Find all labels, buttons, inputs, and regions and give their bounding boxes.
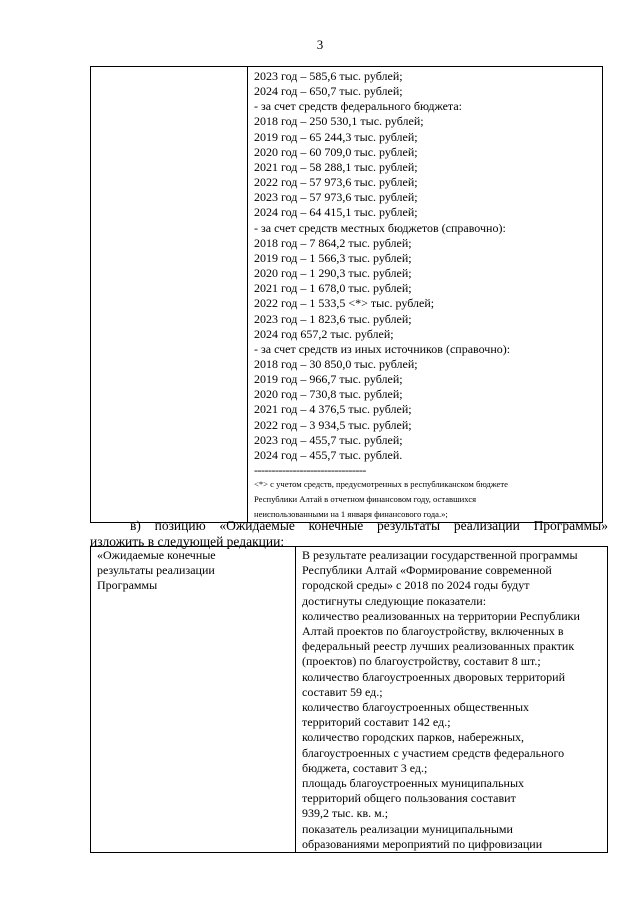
funding-line: 2023 год – 1 823,6 тыс. рублей; — [254, 311, 412, 326]
footnote-line: неиспользованными на 1 января финансового года.»; — [254, 509, 448, 520]
funding-line: 2023 год – 455,7 тыс. рублей; — [254, 432, 403, 447]
results-text-line: бюджета, составит 3 ед.; — [302, 760, 428, 775]
results-heading-line: Программы — [97, 578, 158, 593]
funding-line: 2022 год – 3 934,5 тыс. рублей; — [254, 417, 412, 432]
results-text-line: 939,2 тыс. кв. м.; — [302, 806, 389, 821]
results-text-line: Республики Алтай «Формирование современной — [302, 563, 552, 578]
funding-line: 2021 год – 58 288,1 тыс. рублей; — [254, 159, 418, 174]
funding-line: 2019 год – 966,7 тыс. рублей; — [254, 372, 403, 387]
funding-line: 2023 год – 585,6 тыс. рублей; — [254, 69, 403, 83]
results-text-line: Алтай проектов по благоустройству, включенных в — [302, 624, 564, 639]
results-table — [90, 546, 608, 853]
funding-line: 2020 год – 60 709,0 тыс. рублей; — [254, 144, 418, 159]
funding-line: - за счет средств местных бюджетов (справочно): — [254, 220, 506, 235]
funding-table-right-cell — [248, 67, 603, 523]
funding-line: 2018 год – 30 850,0 тыс. рублей; — [254, 356, 418, 371]
funding-line: - за счет средств из иных источников (справочно): — [254, 341, 511, 356]
funding-line: 2018 год – 250 530,1 тыс. рублей; — [254, 114, 424, 129]
funding-line: 2019 год – 65 244,3 тыс. рублей; — [254, 129, 418, 144]
results-text-line: (проектов) по благоустройству, составит 8 шт.; — [302, 654, 541, 669]
funding-line: - за счет средств федерального бюджета: — [254, 99, 462, 114]
footnote — [254, 477, 596, 522]
results-text-line: площадь благоустроенных муниципальных — [302, 776, 525, 791]
funding-line: 2022 год – 57 973,6 тыс. рублей; — [254, 175, 418, 190]
results-text-line: образованиями мероприятий по цифровизации — [302, 836, 543, 851]
results-table-right-cell — [296, 547, 608, 853]
results-text-line: благоустроенных с участием средств федерального — [302, 745, 565, 760]
funding-line: 2024 год – 64 415,1 тыс. рублей; — [254, 205, 418, 220]
funding-line: 2022 год – 1 533,5 <*> тыс. рублей; — [254, 296, 435, 311]
footnote-line: Республики Алтай в отчетном финансовом году, оставшихся — [254, 494, 477, 505]
results-text-line: федеральный реестр лучших реализованных практик — [302, 639, 575, 654]
footnote-line: <*> с учетом средств, предусмотренных в республиканском бюджете — [254, 479, 508, 490]
funding-line: 2021 год – 4 376,5 тыс. рублей; — [254, 402, 412, 417]
results-text-line: количество реализованных на территории Республики — [302, 608, 580, 623]
results-text — [302, 548, 603, 852]
funding-line: 2020 год – 1 290,3 тыс. рублей; — [254, 266, 412, 281]
results-text-line: составит 59 ед.; — [302, 684, 383, 699]
funding-table — [90, 66, 603, 523]
funding-line: 2024 год 657,2 тыс. рублей; — [254, 326, 394, 341]
results-text-line: показатель реализации муниципальными — [302, 821, 513, 836]
amendment-line-1: в) позицию «Ожидаемые конечные результаты реализации Программы» — [130, 518, 608, 533]
page-number: 3 — [316, 37, 324, 52]
funding-table-left-cell — [91, 67, 248, 523]
amendment-line-2: изложить в следующей редакции: — [90, 534, 285, 549]
funding-line: 2024 год – 650,7 тыс. рублей; — [254, 84, 403, 99]
results-heading-line: результаты реализации — [97, 563, 215, 578]
footnote-separator: -------------------------------- — [254, 463, 366, 478]
funding-line: 2020 год – 730,8 тыс. рублей; — [254, 387, 403, 402]
results-text-line: количество городских парков, набережных, — [302, 730, 525, 745]
results-text-line: территорий составит 142 ед.; — [302, 715, 451, 730]
results-text-line: территорий общего пользования составит — [302, 791, 516, 806]
funding-line: 2024 год – 455,7 тыс. рублей. — [254, 447, 403, 462]
results-table-left-cell — [91, 547, 296, 853]
funding-line: 2021 год – 1 678,0 тыс. рублей; — [254, 281, 412, 296]
results-heading-line: «Ожидаемые конечные — [97, 548, 216, 562]
funding-line: 2019 год – 1 566,3 тыс. рублей; — [254, 250, 412, 265]
results-text-line: количество благоустроенных дворовых территорий — [302, 669, 566, 684]
results-text-line: городской среды» с 2018 по 2024 годы будут — [302, 578, 530, 593]
funding-line: 2023 год – 57 973,6 тыс. рублей; — [254, 190, 418, 205]
results-text-line: достигнуты следующие показатели: — [302, 593, 487, 608]
results-text-line: количество благоустроенных общественных — [302, 700, 530, 715]
funding-line: 2018 год – 7 864,2 тыс. рублей; — [254, 235, 412, 250]
results-heading — [97, 548, 291, 594]
results-text-line: В результате реализации государственной программы — [302, 548, 578, 562]
funding-lines — [254, 69, 596, 463]
